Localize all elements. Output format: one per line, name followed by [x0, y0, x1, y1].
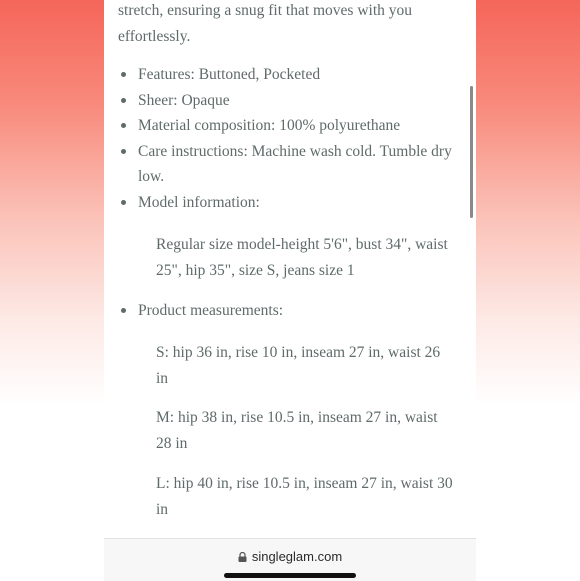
- model-information: Regular size model-height 5'6", bust 34", waist 25", hip 35", size S, jeans size 1: [156, 236, 448, 279]
- list-item-text: Features: Buttoned, Pocketed: [138, 66, 321, 83]
- list-item: [118, 139, 458, 190]
- url-text: singleglam.com: [251, 549, 343, 564]
- measurements-list: [118, 298, 458, 324]
- list-item-text: Care instructions: Machine wash cold. Tumble dry low.: [138, 142, 452, 185]
- description-intro: stretch, ensuring a snug fit that moves with you effortlessly.: [118, 2, 413, 45]
- scrollbar[interactable]: [470, 86, 473, 218]
- measurement-size-l: L: hip 40 in, rise 10.5 in, inseam 27 in, waist 30 in: [156, 475, 453, 518]
- list-item-text: Model information:: [138, 193, 260, 211]
- bullet-icon: [121, 308, 126, 313]
- bullet-icon: [121, 123, 126, 128]
- lock-icon: [238, 552, 247, 562]
- url-display[interactable]: [104, 549, 476, 564]
- bullet-icon: [121, 200, 126, 205]
- measurement-size-m: M: hip 38 in, rise 10.5 in, inseam 27 in, waist 28 in: [156, 409, 438, 452]
- measurement-size-s: S: hip 36 in, rise 10 in, inseam 27 in, waist 26 in: [156, 344, 441, 387]
- home-indicator[interactable]: [224, 573, 356, 578]
- bullet-icon: [121, 149, 126, 154]
- list-item-text: Material composition: 100% polyurethane: [138, 117, 401, 134]
- list-item: [118, 298, 458, 324]
- list-item: [118, 88, 458, 114]
- measurements-label: Product measurements:: [138, 302, 284, 319]
- left-gradient-panel: [0, 0, 104, 580]
- list-item-text: Sheer: Opaque: [138, 91, 230, 109]
- list-item: [118, 62, 458, 88]
- right-gradient-panel: [476, 0, 580, 580]
- list-item: [118, 190, 458, 216]
- list-item: [118, 113, 458, 139]
- product-description: [104, 0, 476, 538]
- feature-list: [118, 62, 458, 215]
- bullet-icon: [121, 72, 126, 77]
- bullet-icon: [121, 98, 126, 103]
